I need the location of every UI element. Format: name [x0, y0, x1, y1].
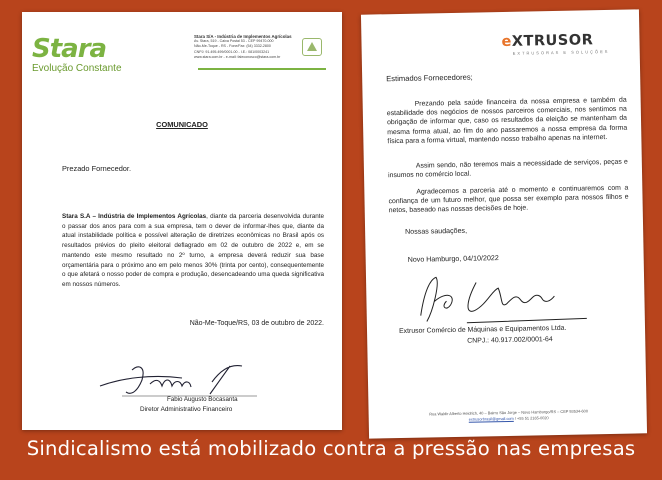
- letter-paragraph: Prezando pela saúde financeira da nossa empresa e também da estabilidade dos negócios de nossos parceiros comerciais, nos sentimos na obrigação de informar que, caso os resultados da eleição se mantenham da mesma forma atual, ao fim do ano passaremos a nossa empresa da forma física para a forma virtual, mantendo nosso trabalho apenas na internet.: [386, 96, 628, 146]
- footer-phone: / +55 51 2165-0020: [513, 415, 549, 421]
- stara-logo-tagline: Evolução Constante: [32, 63, 122, 74]
- stara-letter: [22, 12, 342, 430]
- header-info-line: Não-Me-Toque - RS - Fone/Fax: (54) 3332-2800: [194, 44, 271, 49]
- header-info-line: www.stara.com.br - e-mail: faleconosco@stara.com.br: [194, 54, 281, 59]
- company-name-bold: Stara S.A – Indústria de Implementos Agrícolas: [62, 213, 207, 220]
- letter-paragraph: Agradecemos a parceria até o momento e continuaremos com a confiança de um futuro melhor, que possa ser exemplo para nossos filhos e netos, baseado nas nossas decisões de hoje.: [388, 184, 629, 215]
- stara-logo-name: Stara: [32, 34, 107, 64]
- header-info-line: Av. Stara, 519 - Caixa Postal 53 - CEP 99470-000: [194, 39, 274, 44]
- stara-seal-icon: [302, 38, 322, 56]
- letter-greeting: Estimados Fornecedores;: [386, 72, 473, 84]
- letter-body: [62, 212, 324, 290]
- header-divider: [198, 68, 326, 70]
- email-link[interactable]: extrusorbrasil@gmail.com: [468, 415, 514, 422]
- image-caption: Sindicalismo está mobilizado contra a pressão nas empresas: [26, 437, 636, 460]
- letter-greeting: Prezado Fornecedor.: [62, 164, 132, 173]
- letter-body-text: , diante da parceria desenvolvida durante o passar dos anos para com a sua empresa, tem o dever de informar-lhes que, diante da atual instabilidade política e possível alteração de diretrizes econômicas no Brasil após os resultados prévios do pleito eleitoral deflagrado em 02 de outubro de 2022 e, em se mantendo este mesmo resultado no 2º turno, a empresa deverá reduzir sua base orçamentária para o próximo ano em pelo menos 30% (trinta por cento), consequentemente o que afetará o nosso poder de compra e produção, desencadeando uma queda significativa em nossos números.: [62, 213, 324, 288]
- letter-title: COMUNICADO: [156, 120, 208, 129]
- footer-address: Rua Waldir Alberto Heidrich, 40 – Bairro São Jorge – Novo Hamburgo/RS – CEP 93534-600: [429, 408, 589, 417]
- letter-place-date: Não-Me-Toque/RS, 03 de outubro de 2022.: [189, 320, 324, 327]
- letter-paragraph: Assim sendo, não teremos mais a necessidade de serviços, peças e insumos no comércio local.: [387, 158, 628, 180]
- stara-logo: [32, 36, 122, 74]
- extrusor-tagline: EXTRUSORAS E SOLUÇÕES: [512, 48, 610, 56]
- company-cnpj: CNPJ.: 40.917.002/0001-64: [467, 336, 553, 345]
- extrusor-logo: [501, 32, 593, 50]
- company-name: Extrusor Comércio de Máquinas e Equipamentos Ltda.: [398, 324, 567, 336]
- signer-role: Diretor Administrativo Financeiro: [140, 406, 233, 413]
- handwritten-signature: [406, 268, 607, 330]
- stara-header-info: [194, 34, 314, 60]
- letter-closing: Nossas saudações,: [405, 226, 468, 236]
- letter-place-date: Novo Hamburgo, 04/10/2022: [407, 254, 499, 264]
- header-info-line: Stara S/A - Indústria de Implementos Agrícolas: [194, 34, 292, 39]
- extrusor-logo-rest: XTRUSOR: [511, 32, 594, 50]
- signer-name: Fabio Augusto Bocasanta: [167, 396, 238, 403]
- extrusor-letter: [361, 9, 647, 438]
- header-info-line: CNPJ: 91.495.499/0001-00 - I.E.: 081/0003241: [194, 49, 270, 54]
- handwritten-signature: [92, 356, 262, 400]
- extrusor-logo-e: e: [501, 33, 513, 51]
